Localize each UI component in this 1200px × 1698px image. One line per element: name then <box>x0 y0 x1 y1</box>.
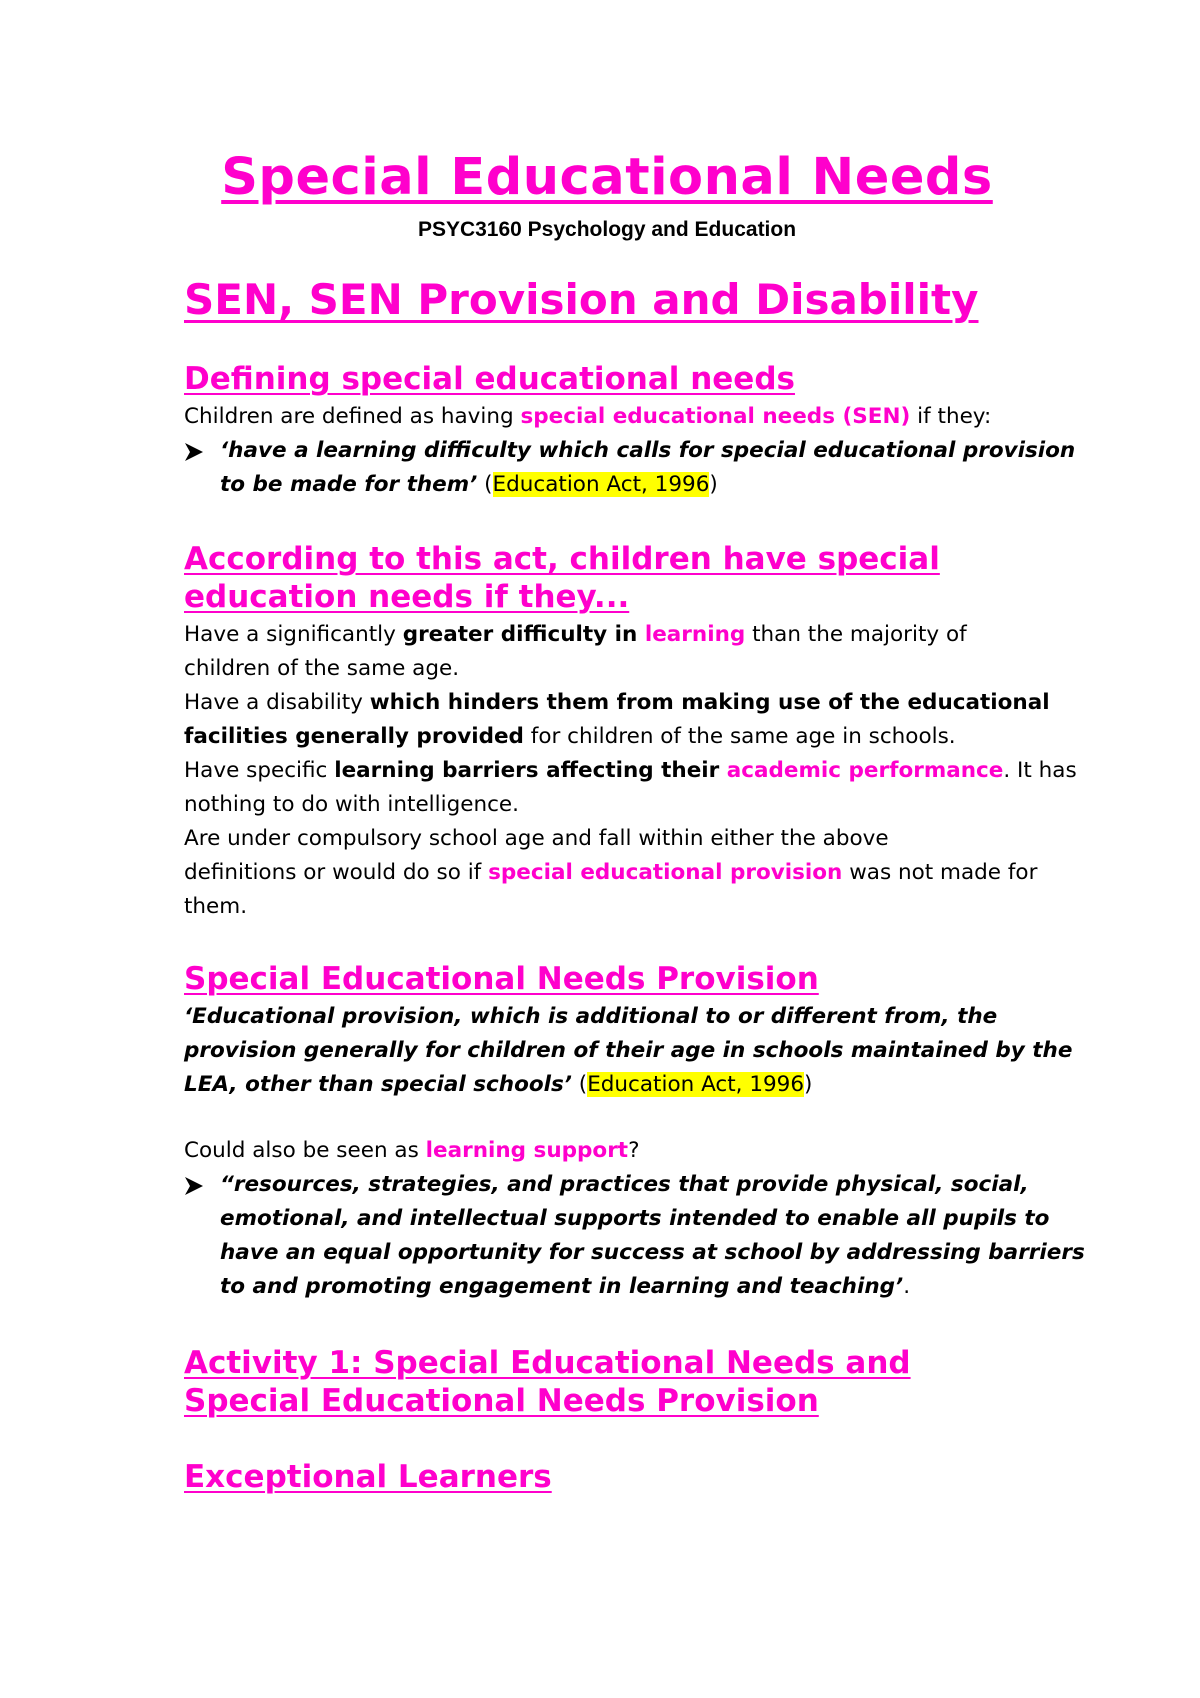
support-quote-line-4: to and promoting engagement in learning and teaching’ <box>220 1274 904 1299</box>
intro-pre: Children are defined as having <box>184 404 521 429</box>
defining-intro <box>184 400 991 434</box>
provision-quote-line-3: LEA, other than special schools’ <box>184 1072 572 1097</box>
citation-open: ( <box>477 472 493 497</box>
learning-support-line <box>184 1134 640 1168</box>
l5-term: academic performance <box>726 758 1004 783</box>
l5-pre: Have specific <box>184 758 335 783</box>
l5-bold: learning barriers affecting their <box>334 758 727 783</box>
l8-term: special educational provision <box>488 860 843 885</box>
document-subtitle: PSYC3160 Psychology and Education <box>417 218 797 241</box>
according-paragraph <box>184 618 1077 924</box>
l2: children of the same age. <box>184 656 460 681</box>
intro-term: special educational needs (SEN) <box>520 404 911 429</box>
support-quote-line-1: “resources, strategies, and practices that provide physical, social, <box>220 1172 1029 1197</box>
l1-term: learning <box>644 622 746 647</box>
provision-quote-line-2: provision generally for children of their age in schools maintained by the <box>184 1038 1073 1063</box>
l1-pre: Have a significantly <box>184 622 403 647</box>
l9: them. <box>184 894 248 919</box>
arrowhead-bullet-icon <box>184 442 204 462</box>
heading-according-line-1: According to this act, children have special <box>184 541 940 577</box>
citation-close: ) <box>709 472 718 497</box>
provision-quote-line-1: ‘Educational provision, which is additional to or different from, the <box>184 1004 998 1029</box>
provision-quote <box>184 1000 1072 1102</box>
support-term: learning support <box>425 1138 629 1163</box>
l8-pre: definitions or would do so if <box>184 860 489 885</box>
heading-provision: Special Educational Needs Provision <box>184 961 819 997</box>
heading-according <box>184 540 940 616</box>
heading-activity-line-2: Special Educational Needs Provision <box>184 1383 819 1419</box>
l7: Are under compulsory school age and fall within either the above <box>184 826 889 851</box>
document-title: Special Educational Needs <box>221 148 993 207</box>
intro-post: if they: <box>910 404 992 429</box>
support-post: ? <box>628 1138 640 1163</box>
heading-according-line-2: education needs if they... <box>184 579 630 615</box>
support-quote-line-2: emotional, and intellectual supports intended to enable all pupils to <box>220 1206 1050 1231</box>
l8-post: was not made for <box>842 860 1038 885</box>
l4-bold: facilities generally provided <box>184 724 524 749</box>
quote-line-2: to be made for them’ <box>220 472 478 497</box>
provision-citation-open: ( <box>571 1072 588 1097</box>
provision-citation-close: ) <box>804 1072 813 1097</box>
l6: nothing to do with intelligence. <box>184 792 519 817</box>
arrowhead-bullet-icon <box>184 1176 204 1196</box>
provision-citation-highlight: Education Act, 1996 <box>587 1072 805 1097</box>
l4-post: for children of the same age in schools. <box>523 724 956 749</box>
citation-highlight: Education Act, 1996 <box>492 472 710 497</box>
l1-post: than the majority of <box>745 622 967 647</box>
support-pre: Could also be seen as <box>184 1138 426 1163</box>
quote-line-1: ‘have a learning difficulty which calls for special educational provision <box>220 438 1076 463</box>
heading-defining: Defining special educational needs <box>184 361 795 397</box>
l1-bold: greater difficulty in <box>402 622 645 647</box>
heading-exceptional: Exceptional Learners <box>184 1459 552 1495</box>
support-quote-end: . <box>903 1274 911 1299</box>
main-heading: SEN, SEN Provision and Disability <box>184 275 979 324</box>
heading-activity-line-1: Activity 1: Special Educational Needs and <box>184 1345 911 1381</box>
l3-pre: Have a disability <box>184 690 370 715</box>
l3-bold: which hinders them from making use of the educational <box>369 690 1050 715</box>
l5-post: . It has <box>1003 758 1077 783</box>
heading-activity <box>184 1344 911 1420</box>
support-quote-line-3: have an equal opportunity for success at school by addressing barriers <box>220 1240 1085 1265</box>
